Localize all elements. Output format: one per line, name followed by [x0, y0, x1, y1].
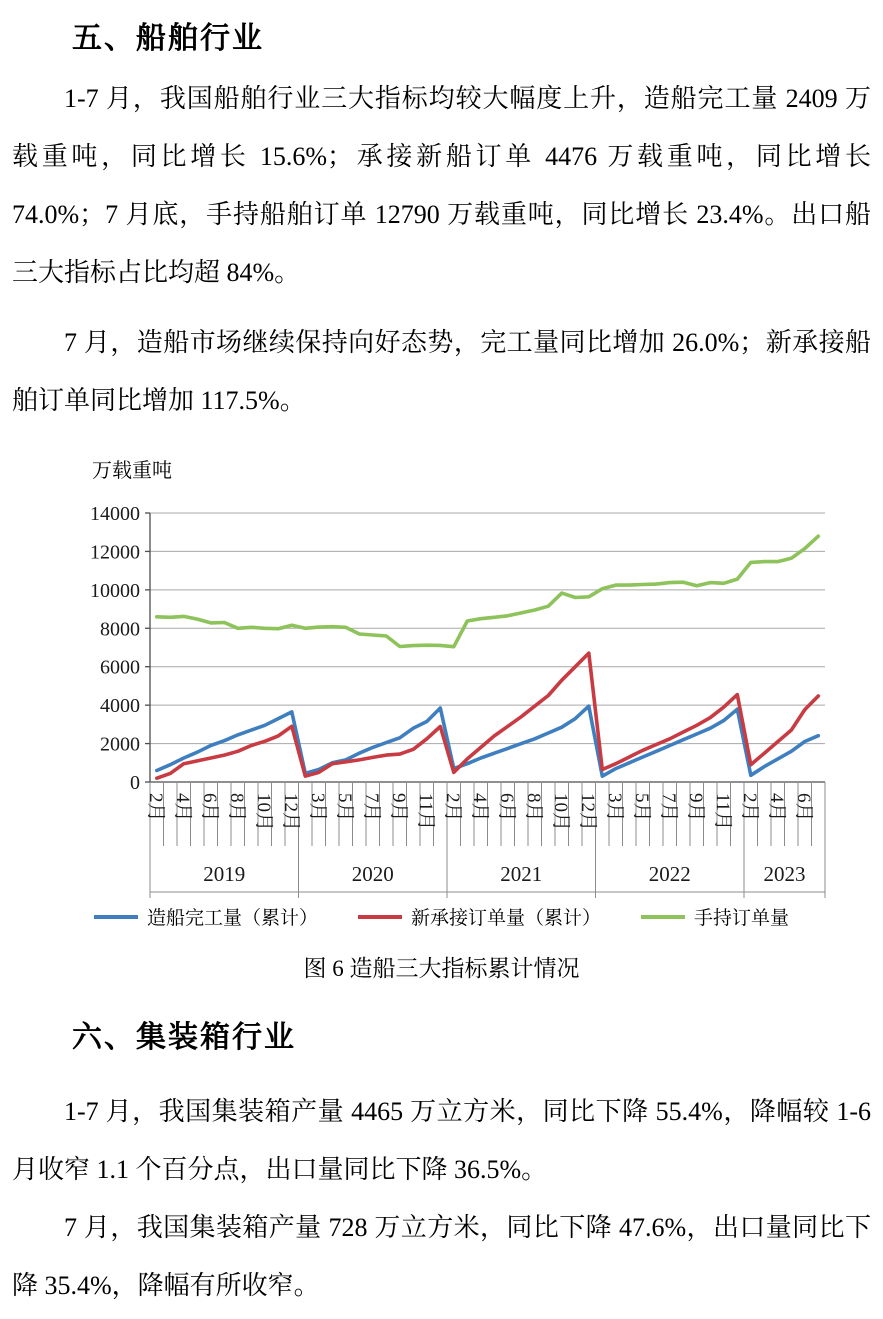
x-axis-month-label: 10月 [252, 793, 274, 832]
x-axis-month-label: 12月 [279, 793, 301, 832]
container-july-paragraph: 7 月，我国集装箱产量 728 万立方米，同比下降 47.6%，出口量同比下降 35.4%，降幅有所收窄。 [12, 1213, 871, 1300]
chart-y-axis-unit: 万载重吨 [92, 460, 172, 482]
y-axis-tick-label: 8000 [100, 618, 140, 641]
x-axis-month-label: 7月 [360, 793, 382, 822]
ship-indicators-line-chart [12, 485, 883, 901]
ship-july-paragraph: 7 月，造船市场继续保持向好态势，完工量同比增加 26.0%；新承接船舶订单同比增加 117.5%。 [12, 328, 871, 415]
y-axis-tick-label: 14000 [90, 503, 140, 525]
x-axis-month-label: 7月 [657, 793, 679, 822]
legend-item-0 [94, 903, 318, 930]
x-axis-month-label: 6月 [495, 793, 517, 822]
x-axis-month-label: 9月 [387, 793, 409, 822]
x-axis-month-label: 6月 [198, 793, 220, 822]
ship-industry-summary-paragraph: 1-7 月，我国船舶行业三大指标均较大幅度上升，造船完工量 2409 万载重吨，同比增长 15.6%；承接新船订单 4476 万载重吨，同比增长 74.0%；7 月底，手持船舶订单 12790 万载重吨，同比增长 23.4%。出口船三大指标占比均超 84%。 [12, 84, 871, 287]
x-axis-month-label: 4月 [171, 793, 193, 822]
x-axis-month-label: 8月 [225, 793, 247, 822]
legend-item-1 [358, 903, 601, 930]
y-axis-tick-label: 12000 [90, 541, 140, 564]
legend-item-2 [641, 903, 789, 930]
y-axis-tick-label: 6000 [100, 656, 140, 679]
legend-label-0: 造船完工量（累计） [146, 908, 318, 929]
section-6-heading: 六、集装箱行业 [72, 1021, 296, 1054]
x-axis-month-label: 3月 [603, 793, 625, 822]
x-axis-year-label: 2019 [203, 862, 246, 886]
x-axis-month-label: 2月 [144, 793, 166, 822]
container-industry-summary-paragraph: 1-7 月，我国集装箱产量 4465 万立方米，同比下降 55.4%，降幅较 1-6 月收窄 1.1 个百分点，出口量同比下降 36.5%。 [12, 1097, 871, 1184]
x-axis-month-label: 11月 [711, 793, 733, 831]
x-axis-year-label: 2023 [763, 862, 806, 886]
series-line-1 [157, 653, 819, 778]
container-section-body [12, 1083, 871, 1315]
x-axis-month-label: 8月 [522, 793, 544, 822]
y-axis-tick-label: 10000 [90, 579, 140, 602]
x-axis-month-label: 2月 [441, 793, 463, 822]
section-5-heading: 五、船舶行业 [72, 22, 264, 55]
x-axis-month-label: 10月 [549, 793, 571, 832]
legend-label-2: 手持订单量 [694, 908, 790, 929]
legend-label-1: 新承接订单量（累计） [410, 908, 601, 929]
x-axis-month-label: 3月 [306, 793, 328, 822]
legend-swatch-0 [94, 915, 138, 919]
x-axis-year-label: 2022 [648, 862, 691, 886]
legend-swatch-1 [358, 915, 402, 919]
x-axis-year-label: 2020 [351, 862, 394, 886]
x-axis-month-label: 5月 [630, 793, 652, 822]
figure-6-caption: 图 6 造船三大指标累计情况 [303, 956, 580, 981]
y-axis-tick-label: 2000 [100, 733, 140, 756]
x-axis-month-label: 12月 [576, 793, 598, 832]
series-line-2 [157, 536, 819, 647]
x-axis-month-label: 5月 [333, 793, 355, 822]
x-axis-month-label: 2月 [738, 793, 760, 822]
x-axis-month-label: 9月 [684, 793, 706, 822]
x-axis-month-label: 4月 [765, 793, 787, 822]
y-axis-tick-label: 0 [130, 772, 140, 794]
legend-swatch-2 [641, 915, 685, 919]
x-axis-month-label: 11月 [414, 793, 436, 831]
x-axis-month-label: 4月 [468, 793, 490, 822]
y-axis-tick-label: 4000 [100, 695, 140, 718]
chart-legend [12, 903, 871, 930]
x-axis-year-label: 2021 [500, 862, 543, 886]
x-axis-month-label: 6月 [792, 793, 814, 822]
